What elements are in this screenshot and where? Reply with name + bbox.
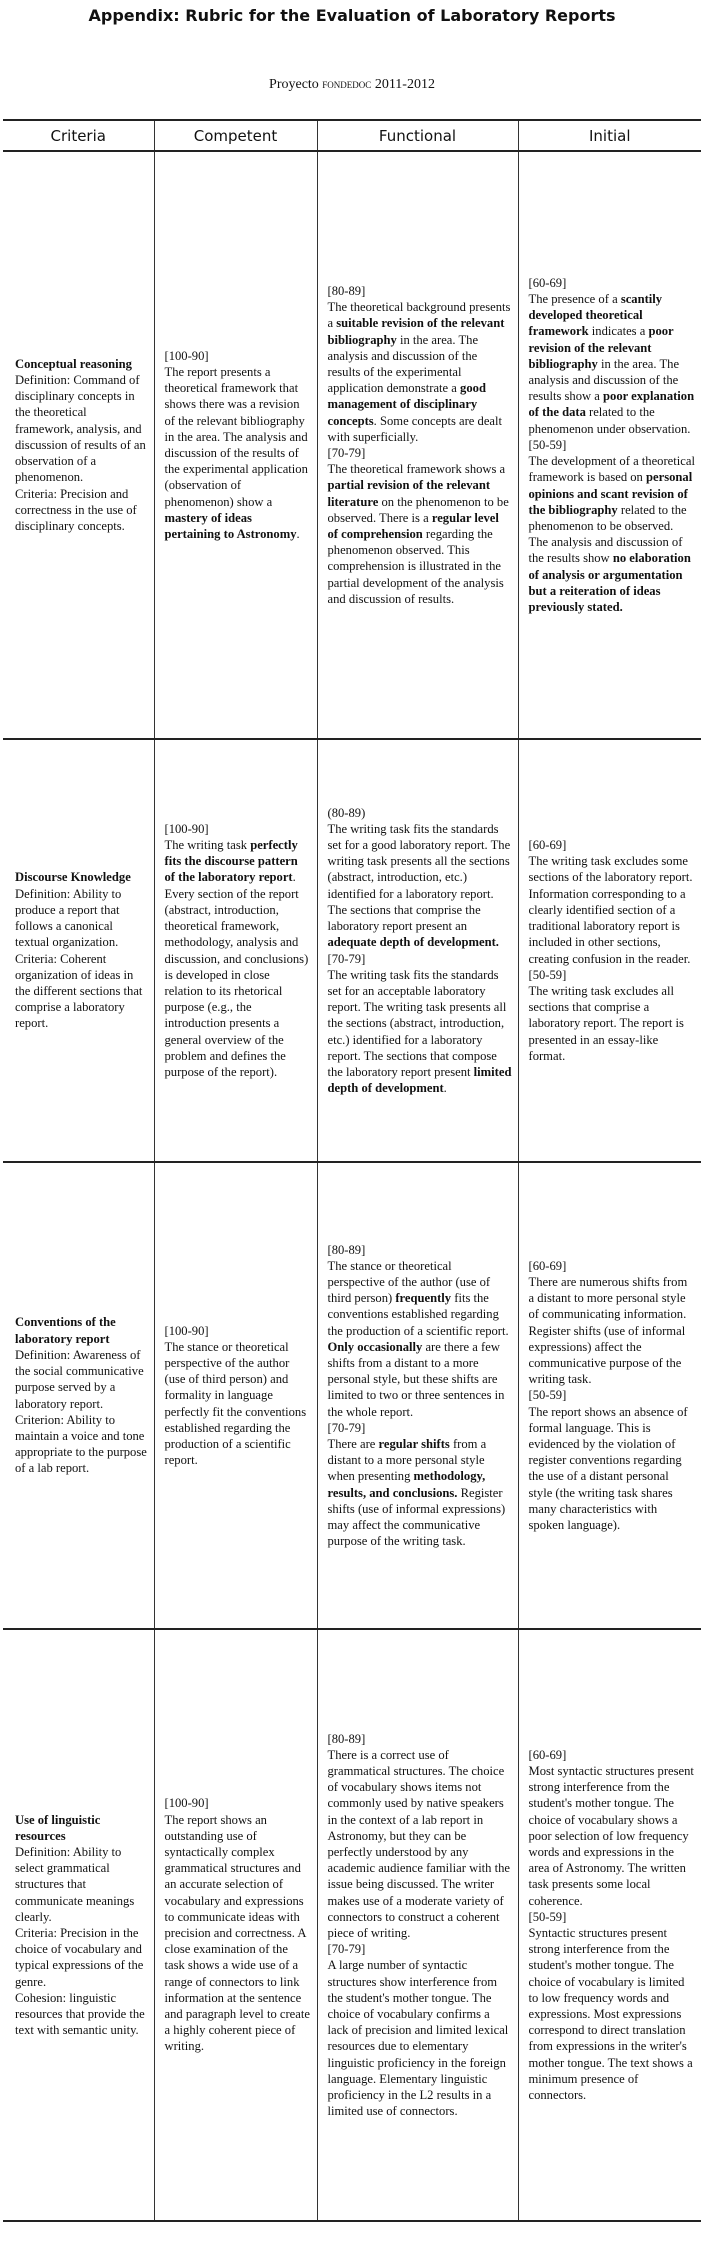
cell-text: indicates a [588, 324, 649, 339]
criteria-cell [3, 1629, 154, 2221]
cell-text: Definition: Ability to produce a report that follows a canonical textual organization. Criteria: Coherent organization of ideas in the different sections that comprise a laboratory report. [15, 886, 143, 1031]
cell-text: Use of linguistic resources [15, 1812, 101, 1843]
cell-text: perfectly fits the discourse pattern of the laboratory report [164, 838, 298, 885]
cell-text: . [296, 527, 300, 542]
cell-text: frequently [395, 1291, 452, 1306]
competent-cell [154, 1162, 317, 1629]
table-row [3, 1629, 701, 2221]
cell-text: [80-89] There is a correct use of grammatical structures. The choice of vocabulary shows items not commonly used by native speakers in the context of a lab report in Astronomy, but they can be perfectly understood by any academic audience familiar with the issue being discussed. The writer makes use of a moderate variety of connectors to construct a coherent piece of writing. [70-79] A large number of syntactic structures show interference from the student's mother tongue. The choice of vocabulary confirms a lack of precision and limited lexical resources due to elementary linguistic proficiency in the foreign language. Elementary linguistic proficiency in the L2 results in a limited use of connectors. [327, 1731, 511, 2119]
cell-text: poor explanation of the data [528, 389, 695, 420]
functional-cell [317, 151, 518, 739]
competent-cell [154, 1629, 317, 2221]
initial-cell [518, 1162, 701, 1629]
cell-text: in the area. The analysis and discussion of the results of the experimental application demonstrate a [327, 332, 479, 396]
cell-text: Conventions of the laboratory report [15, 1315, 116, 1346]
table-row [3, 1162, 701, 1629]
subtitle-project: fondedoc [322, 76, 372, 91]
cell-text: Definition: Awareness of the social communicative purpose served by a laboratory report. Criterion: Ability to maintain a voice and tone appropriate to the purpose of a lab report. [15, 1347, 147, 1476]
cell-text: in the area. The analysis and discussion of the results show a [528, 356, 680, 404]
col-header-competent: Competent [154, 120, 317, 151]
cell-text: scantily developed theoretical framework [528, 292, 663, 339]
cell-text: methodology, results, and conclusions. [327, 1469, 486, 1500]
rubric-table [3, 119, 701, 2222]
cell-text: personal opinions and scant revision of the bibliography [528, 470, 693, 517]
cell-text: [70-79] The writing task fits the standards set for an acceptable laboratory report. The writing task presents all the sections (abstract, introduction, etc.) identified for a laboratory report. The sections that compose the laboratory report present [327, 951, 507, 1079]
cell-text: . Some concepts are dealt with superficially. [70-79] The theoretical framework shows a [327, 413, 506, 477]
cell-text: mastery of ideas pertaining to Astronomy [164, 510, 297, 542]
cell-text: [60-69] The writing task excludes some sections of the laboratory report. Information corresponding to a clearly identified section of a traditional laboratory report is included in other sections, creating confusion in the reader. [50-59] The writing task excludes all sections that comprise a laboratory report. The report is presented in an essay-like format. [528, 838, 693, 1063]
functional-cell [317, 739, 518, 1162]
cell-text: Discourse Knowledge [15, 870, 131, 885]
initial-cell [518, 739, 701, 1162]
cell-text: adequate depth of development. [327, 935, 499, 950]
cell-text: [100-90] The report shows an outstanding use of syntactically complex grammatical structures and an accurate selection of vocabulary and expressions to communicate ideas with precision and correctness. A close examination of the task shows a wide use of a range of connectors to link information at the sentence and paragraph level to create a highly coherent piece of writing. [164, 1796, 310, 2054]
page-subtitle [0, 76, 704, 93]
cell-text: regular shifts [378, 1437, 450, 1451]
cell-text: regarding the phenomenon observed. This comprehension is illustrated in the partial development of the analysis and discussion of results. [327, 527, 504, 606]
cell-text: Definition: Ability to select grammatical structures that communicate meanings clearly. Criteria: Precision in the choice of vocabulary and typical expressions of the genre. Cohesion: linguistic resources that provide the text with semantic unity. [15, 1844, 145, 2038]
page-title: Appendix: Rubric for the Evaluation of Laboratory Reports [88, 6, 616, 25]
initial-cell [518, 151, 701, 739]
cell-text: from a distant to a more personal style when presenting [327, 1437, 487, 1484]
criteria-cell [3, 151, 154, 739]
cell-text: on the phenomenon to be observed. There is a [327, 494, 509, 525]
cell-text: [100-90] The stance or theoretical perspective of the author (use of third person) and formality in language perfectly fit the conventions established regarding the production of a scientific report. [164, 1323, 307, 1468]
cell-text: Definition: Command of disciplinary concepts in the theoretical framework, analysis, and discussion of results of an observation of a phenomenon. Criteria: Precision and correctness in the use of disciplinary concepts. [15, 373, 146, 533]
cell-text: partial revision of the relevant literature [327, 478, 491, 509]
cell-text: related to the phenomenon to be observed. The analysis and discussion of the results show [528, 502, 687, 566]
cell-text: related to the phenomenon under observation. [50-59] The development of a theoretical framework is based on [528, 405, 695, 485]
cell-text: Conceptual reasoning [15, 356, 132, 371]
cell-text: . Every section of the report (abstract, introduction, theoretical framework, methodology, analysis and discussion, and conclusions) is developed in close relation to its rhetorical purpose (e.g., the introduction presents a general overview of the problem and defines the purpose of the report). [164, 870, 309, 1079]
functional-cell [317, 1629, 518, 2221]
competent-cell [154, 151, 317, 739]
col-header-functional: Functional [317, 120, 518, 151]
cell-text: fits the conventions established regarding the production of a scientific report. [327, 1291, 509, 1338]
cell-text: Register shifts (use of informal expressions) may affect the communicative purpose of the writing task. [327, 1485, 506, 1549]
cell-text: [100-90] The report presents a theoretical framework that shows there was a revision of the relevant bibliography in the area. The analysis and discussion of the results of the experimental application (observation of phenomenon) show a [164, 348, 308, 509]
cell-text: limited depth of development [327, 1064, 512, 1096]
criteria-cell [3, 739, 154, 1162]
functional-cell [317, 1162, 518, 1629]
criteria-cell [3, 1162, 154, 1629]
cell-text: [60-69] There are numerous shifts from a distant to more personal style of communicating information. Register shifts (use of informal expressions) affect the communicative purpose of the writing task. [50-59] The report shows an absence of formal language. This is evidenced by the violation of register conventions regarding the use of a distant personal style (the writing task shares many characteristics with spoken language). [528, 1258, 688, 1533]
competent-cell [154, 739, 317, 1162]
cell-text: poor revision of the relevant bibliography [528, 324, 674, 371]
cell-text: [100-90] The writing task [164, 821, 251, 853]
cell-text: [60-69] Most syntactic structures present strong interference from the student's mother tongue. The choice of vocabulary shows a poor selection of low frequency words and expressions in the area of Astronomy. The written task presents some local coherence. [50-59] Syntactic structures present strong interference from the student's mother tongue. The choice of vocabulary is limited to low frequency words and expressions. Most expressions correspond to direct translation from expressions in the writer's mother tongue. The text shows a minimum presence of connectors. [528, 1747, 694, 2103]
cell-text: suitable revision of the relevant bibliography [327, 316, 505, 347]
header-row [3, 120, 701, 151]
subtitle-lead: Proyecto [269, 77, 319, 92]
cell-text: regular level of comprehension [327, 510, 499, 542]
col-header-initial: Initial [518, 120, 701, 151]
cell-text: (80-89) The writing task fits the standards set for a good laboratory report. The writing task presents all the sections (abstract, introduction, etc.) identified for a laboratory report. The sections that comprise the laboratory report present an [327, 805, 511, 934]
table-row [3, 151, 701, 739]
subtitle-years: 2011-2012 [374, 77, 435, 92]
cell-text: [80-89] The theoretical background presents a [327, 283, 511, 331]
initial-cell [518, 1629, 701, 2221]
cell-text: [80-89] The stance or theoretical perspective of the author (use of third person) [327, 1242, 491, 1306]
cell-text: no elaboration of analysis or argumentation but a reiteration of ideas previously stated. [528, 551, 691, 614]
cell-text: [60-69] The presence of a [528, 275, 621, 307]
table-row [3, 739, 701, 1162]
cell-text: good management of disciplinary concepts [327, 381, 486, 428]
col-header-criteria: Criteria [3, 120, 154, 151]
cell-text: are there a few shifts from a distant to a more personal style, but these shifts are limited to two or three sentences in the whole report. [70-79] There are [327, 1339, 505, 1451]
cell-text: Only occasionally [327, 1339, 423, 1354]
cell-text: . [443, 1081, 447, 1096]
